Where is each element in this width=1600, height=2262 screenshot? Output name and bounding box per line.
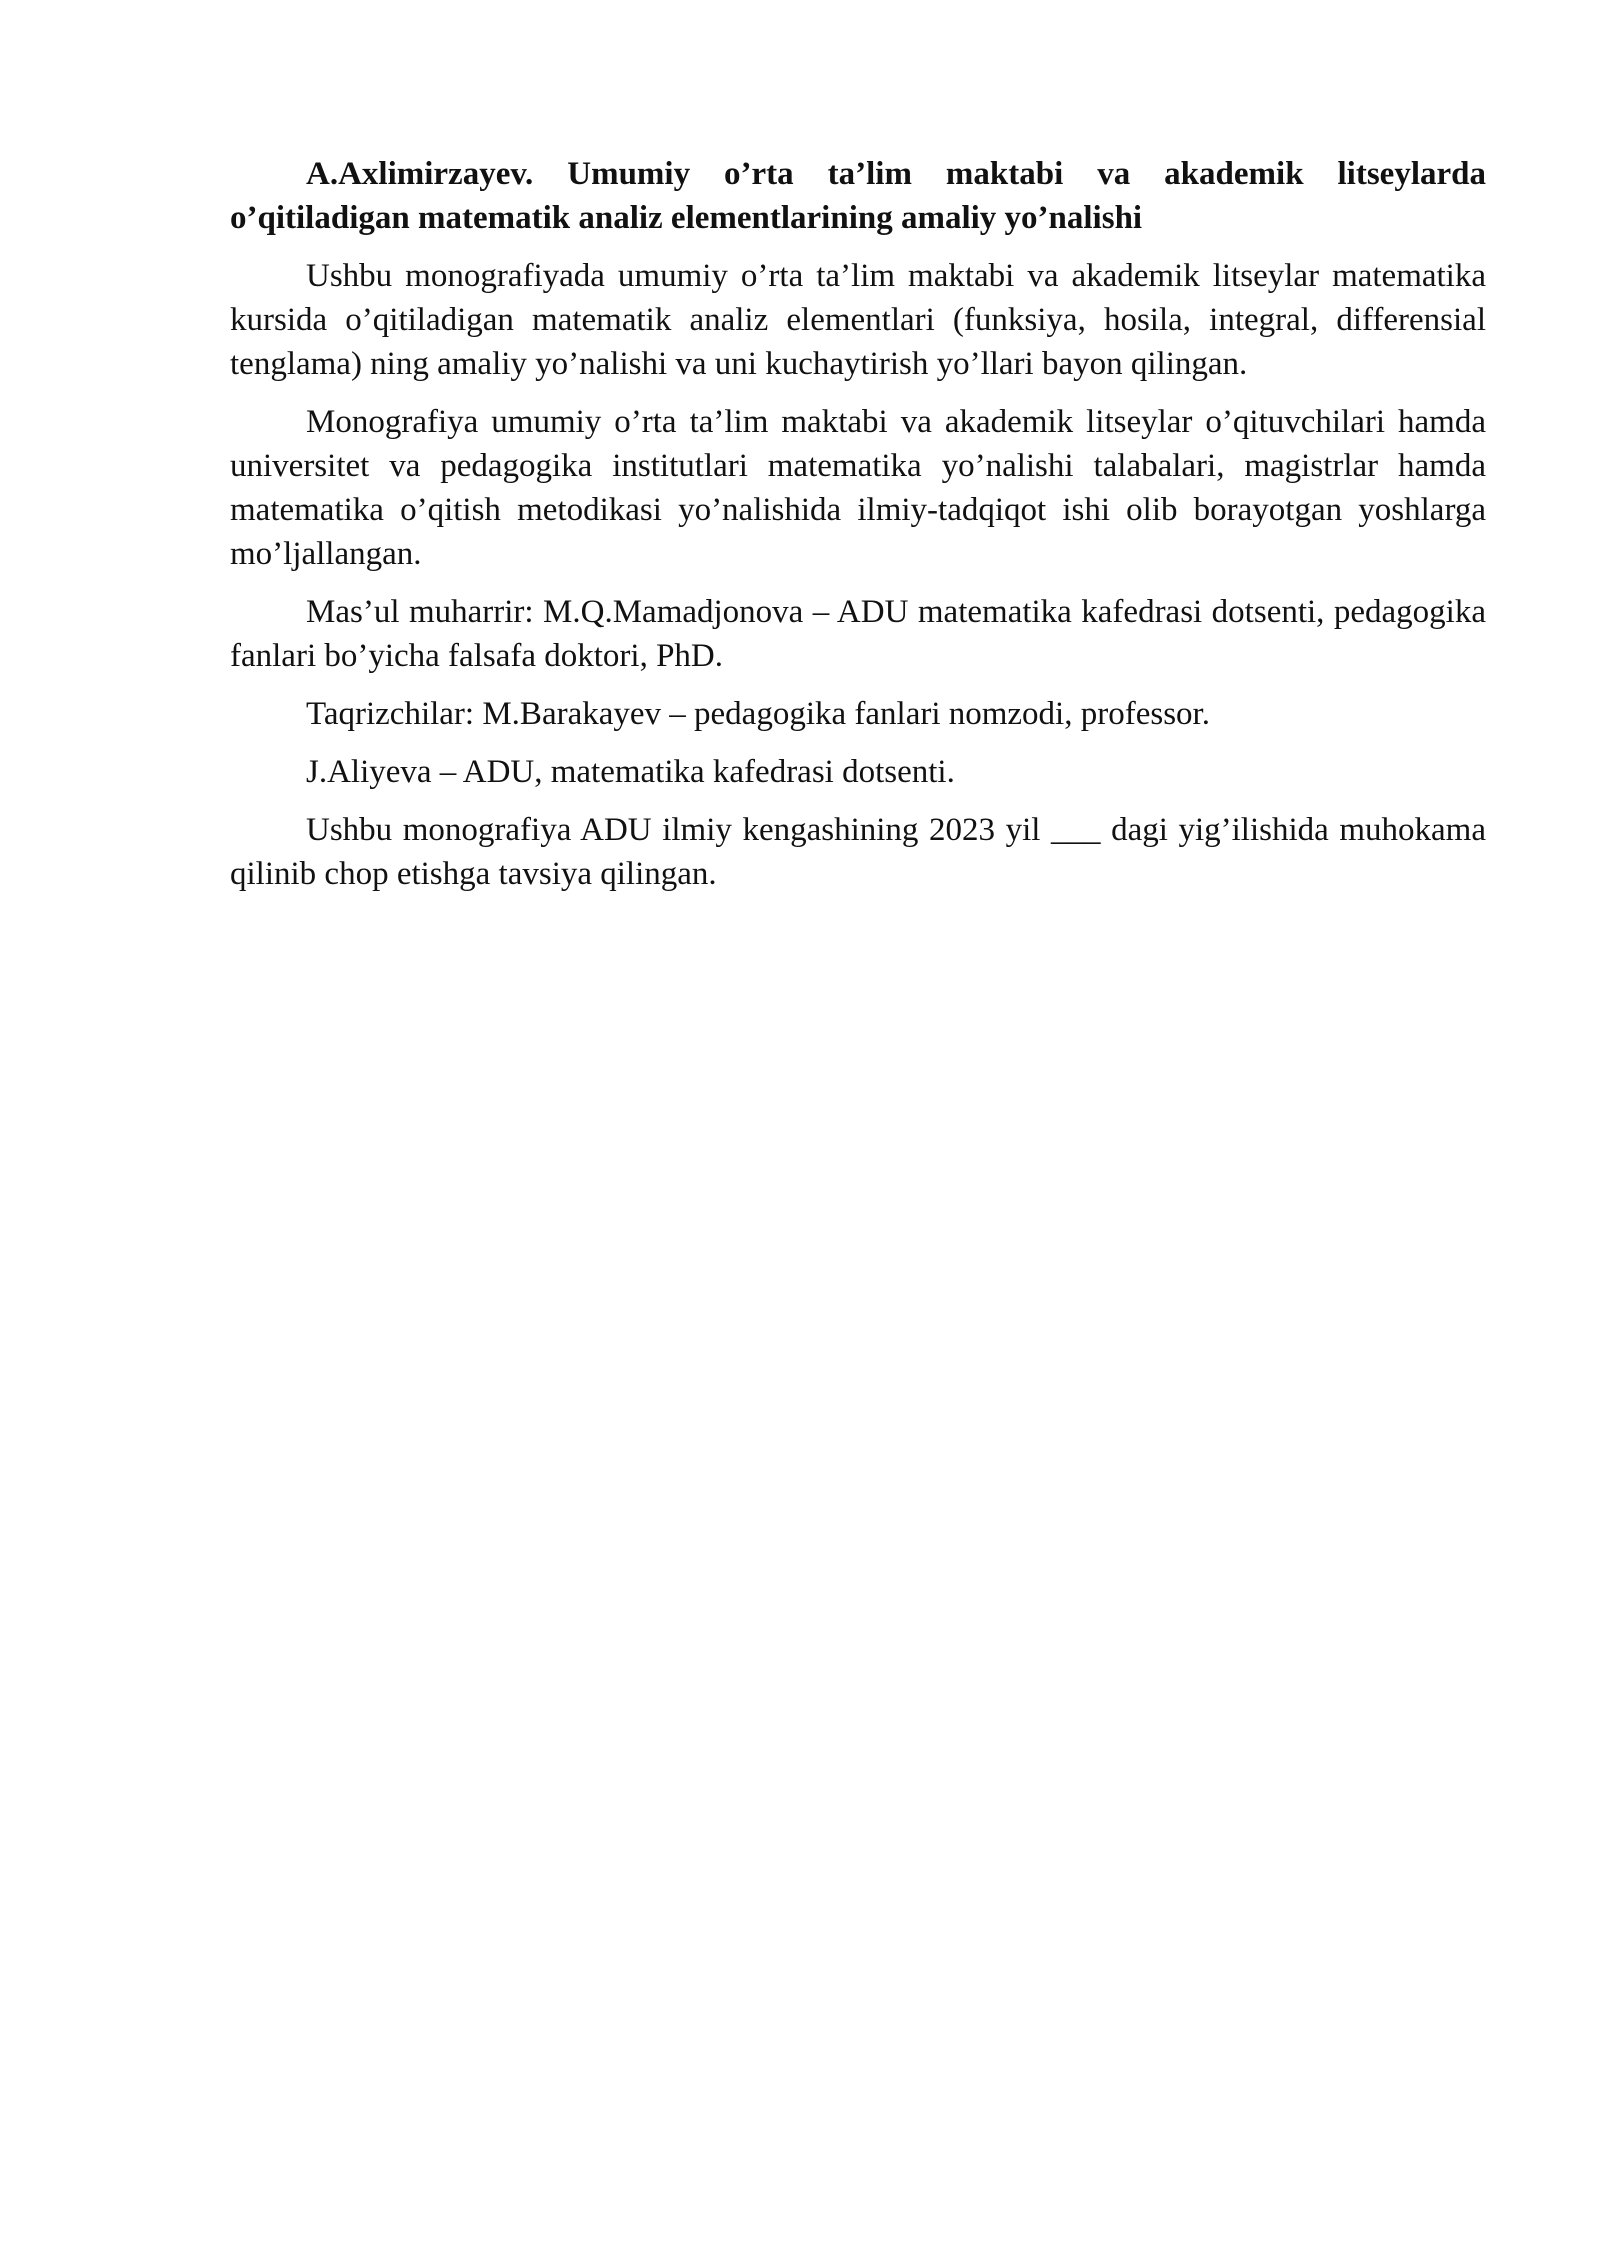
document-page: [230, 152, 1486, 910]
second-reviewer-paragraph: J.Aliyeva – ADU, matematika kafedrasi dotsenti.: [306, 754, 955, 790]
reviewers-paragraph: Taqrizchilar: M.Barakayev – pedagogika fanlari nomzodi, professor.: [306, 696, 1210, 732]
approval-paragraph: Ushbu monografiya ADU ilmiy kengashining 2023 yil ___ dagi yig’ilishida muhokama qilinib chop etishga tavsiya qilingan.: [230, 812, 1486, 892]
editor-paragraph: Mas’ul muharrir: M.Q.Mamadjonova – ADU matematika kafedrasi dotsenti, pedagogika fanlari bo’yicha falsafa doktori, PhD.: [230, 594, 1486, 674]
audience-paragraph: Monografiya umumiy o’rta ta’lim maktabi va akademik litseylar o’qituvchilari hamda universitet va pedagogika institutlari matematika yo’nalishi talabalari, magistrlar hamda matematika o’qitish metodikasi yo’nalishida ilmiy-tadqiqot ishi olib borayotgan yoshlarga mo’ljallangan.: [230, 404, 1486, 572]
abstract-paragraph: Ushbu monografiyada umumiy o’rta ta’lim maktabi va akademik litseylar matematika kursida o’qitiladigan matematik analiz elementlari (funksiya, hosila, integral, differensial tenglama) ning amaliy yo’nalishi va uni kuchaytirish yo’llari bayon qilingan.: [230, 258, 1486, 382]
document-title: A.Axlimirzayev. Umumiy o’rta ta’lim maktabi va akademik litseylarda o’qitiladigan matematik analiz elementlarining amaliy yo’nalishi: [230, 156, 1486, 236]
